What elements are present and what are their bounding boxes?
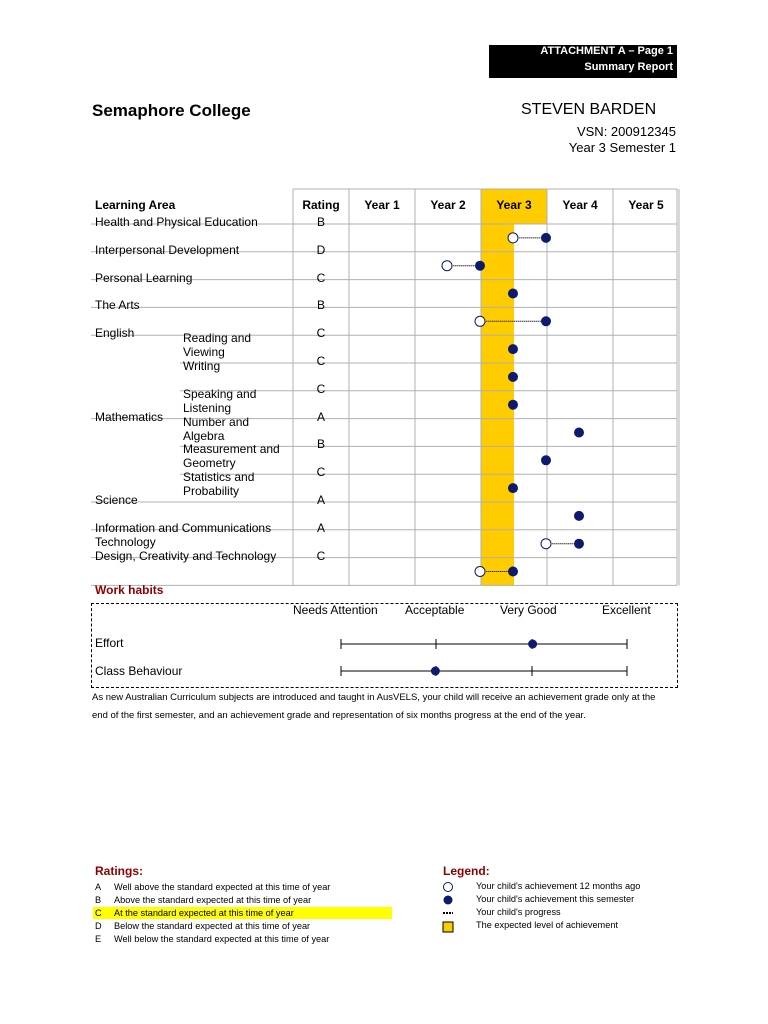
rating-value: D bbox=[316, 242, 326, 257]
learning-area-label: Interpersonal Development bbox=[95, 242, 240, 257]
yellow-box-icon bbox=[443, 922, 453, 932]
expected-level-column bbox=[481, 189, 514, 585]
sub-area-label: Writing bbox=[183, 359, 221, 373]
rating-description: Above the standard expected at this time of year bbox=[114, 895, 312, 905]
rating-value: C bbox=[316, 465, 326, 480]
current-achievement-marker bbox=[541, 316, 551, 326]
current-achievement-marker bbox=[541, 455, 551, 465]
scale-very-good: Very Good bbox=[500, 603, 557, 617]
rating-code: B bbox=[95, 895, 102, 905]
rating-code: A bbox=[95, 882, 102, 892]
year-header: Year 3 bbox=[496, 198, 532, 212]
learning-area-label: Science bbox=[95, 493, 138, 507]
rating-value: C bbox=[316, 548, 326, 563]
sub-area-label: Speaking and Listening bbox=[183, 386, 257, 415]
scale-acceptable: Acceptable bbox=[405, 603, 465, 617]
year-semester: Year 3 Semester 1 bbox=[568, 140, 676, 155]
current-achievement-marker bbox=[508, 344, 518, 354]
legend-item: Your child's achievement this semester bbox=[476, 894, 635, 904]
current-achievement-marker bbox=[508, 567, 518, 577]
rating-value: A bbox=[316, 520, 325, 535]
current-achievement-marker bbox=[508, 483, 518, 493]
class-behaviour-label: Class Behaviour bbox=[95, 664, 183, 678]
sub-area-label: Statistics and Probability bbox=[183, 470, 255, 499]
legend-symbols bbox=[441, 880, 457, 936]
learning-area-label: The Arts bbox=[95, 298, 140, 313]
rating-description: At the standard expected at this time of year bbox=[114, 908, 294, 918]
open-circle-icon bbox=[444, 883, 453, 892]
ratings-title: Ratings: bbox=[95, 864, 143, 878]
rating-description: Well above the standard expected at this time of year bbox=[114, 882, 331, 892]
rating-value: A bbox=[316, 409, 325, 424]
previous-achievement-marker bbox=[442, 261, 452, 271]
current-achievement-marker bbox=[508, 372, 518, 382]
previous-achievement-marker bbox=[541, 539, 551, 549]
current-achievement-marker bbox=[541, 233, 551, 243]
current-achievement-marker bbox=[574, 428, 584, 438]
scale-needs-attention: Needs Attention bbox=[293, 603, 378, 617]
student-vsn: VSN: 200912345 bbox=[576, 124, 676, 139]
report-type-label: Summary Report bbox=[584, 61, 673, 73]
current-achievement-marker bbox=[475, 261, 485, 271]
learning-area-label: English bbox=[95, 326, 135, 341]
school-name: Semaphore College bbox=[92, 101, 251, 120]
filled-circle-icon bbox=[444, 896, 453, 905]
learning-area-header: Learning Area bbox=[95, 198, 176, 212]
rating-key-row-highlighted bbox=[93, 907, 392, 919]
rating-description: Below the standard expected at this time of year bbox=[114, 921, 311, 931]
rating-header: Rating bbox=[302, 198, 340, 212]
current-achievement-marker bbox=[574, 511, 584, 521]
scale-excellent: Excellent bbox=[602, 603, 651, 617]
current-achievement-marker bbox=[574, 539, 584, 549]
legend-item: Your child's progress bbox=[476, 907, 561, 917]
year-header: Year 5 bbox=[628, 198, 664, 212]
year-header: Year 4 bbox=[562, 198, 598, 212]
student-name: STEVEN BARDEN bbox=[521, 101, 657, 118]
learning-area-label: Personal Learning bbox=[95, 270, 193, 285]
sub-area-label: Measurement and Geometry bbox=[183, 442, 280, 471]
current-achievement-marker bbox=[508, 400, 518, 410]
previous-achievement-marker bbox=[475, 316, 485, 326]
current-achievement-marker bbox=[508, 289, 518, 299]
year-header: Year 2 bbox=[430, 198, 466, 212]
previous-achievement-marker bbox=[475, 567, 485, 577]
learning-area-label: Information and Communications Technology bbox=[95, 520, 272, 549]
rating-code: D bbox=[95, 921, 102, 931]
year-header: Year 1 bbox=[364, 198, 400, 212]
learning-area-label: Design, Creativity and Technology bbox=[95, 548, 277, 563]
rating-code: E bbox=[95, 934, 102, 944]
previous-achievement-marker bbox=[508, 233, 518, 243]
legend-item: Your child's achievement 12 months ago bbox=[476, 881, 641, 891]
learning-area-label: Mathematics bbox=[95, 409, 164, 424]
work-habits-title: Work habits bbox=[95, 583, 164, 597]
rating-value: C bbox=[316, 381, 326, 396]
effort-label: Effort bbox=[95, 636, 124, 650]
rating-code: C bbox=[95, 908, 102, 918]
legend-title: Legend: bbox=[443, 864, 490, 878]
rating-description: Well below the standard expected at this time of year bbox=[114, 934, 330, 944]
rating-value: C bbox=[316, 326, 326, 341]
rating-value: C bbox=[316, 354, 326, 368]
learning-area-label: Health and Physical Education bbox=[95, 215, 258, 229]
rating-value: B bbox=[316, 215, 325, 229]
curriculum-note: As new Australian Curriculum subjects are introduced and taught in AusVELS, your child will receive an achievement grade only at the end of the first semester, and an achievement grade and representation of six months progress at the end of the year. bbox=[92, 692, 656, 721]
rating-value: B bbox=[316, 298, 325, 313]
legend-item: The expected level of achievement bbox=[476, 920, 618, 930]
rating-value: C bbox=[316, 270, 326, 285]
rating-value: A bbox=[316, 493, 325, 507]
attachment-label: ATTACHMENT A – Page 1 bbox=[540, 45, 673, 57]
sub-area-label: Reading and Viewing bbox=[183, 331, 252, 360]
rating-value: B bbox=[316, 437, 325, 452]
sub-area-label: Number and Algebra bbox=[183, 414, 250, 443]
